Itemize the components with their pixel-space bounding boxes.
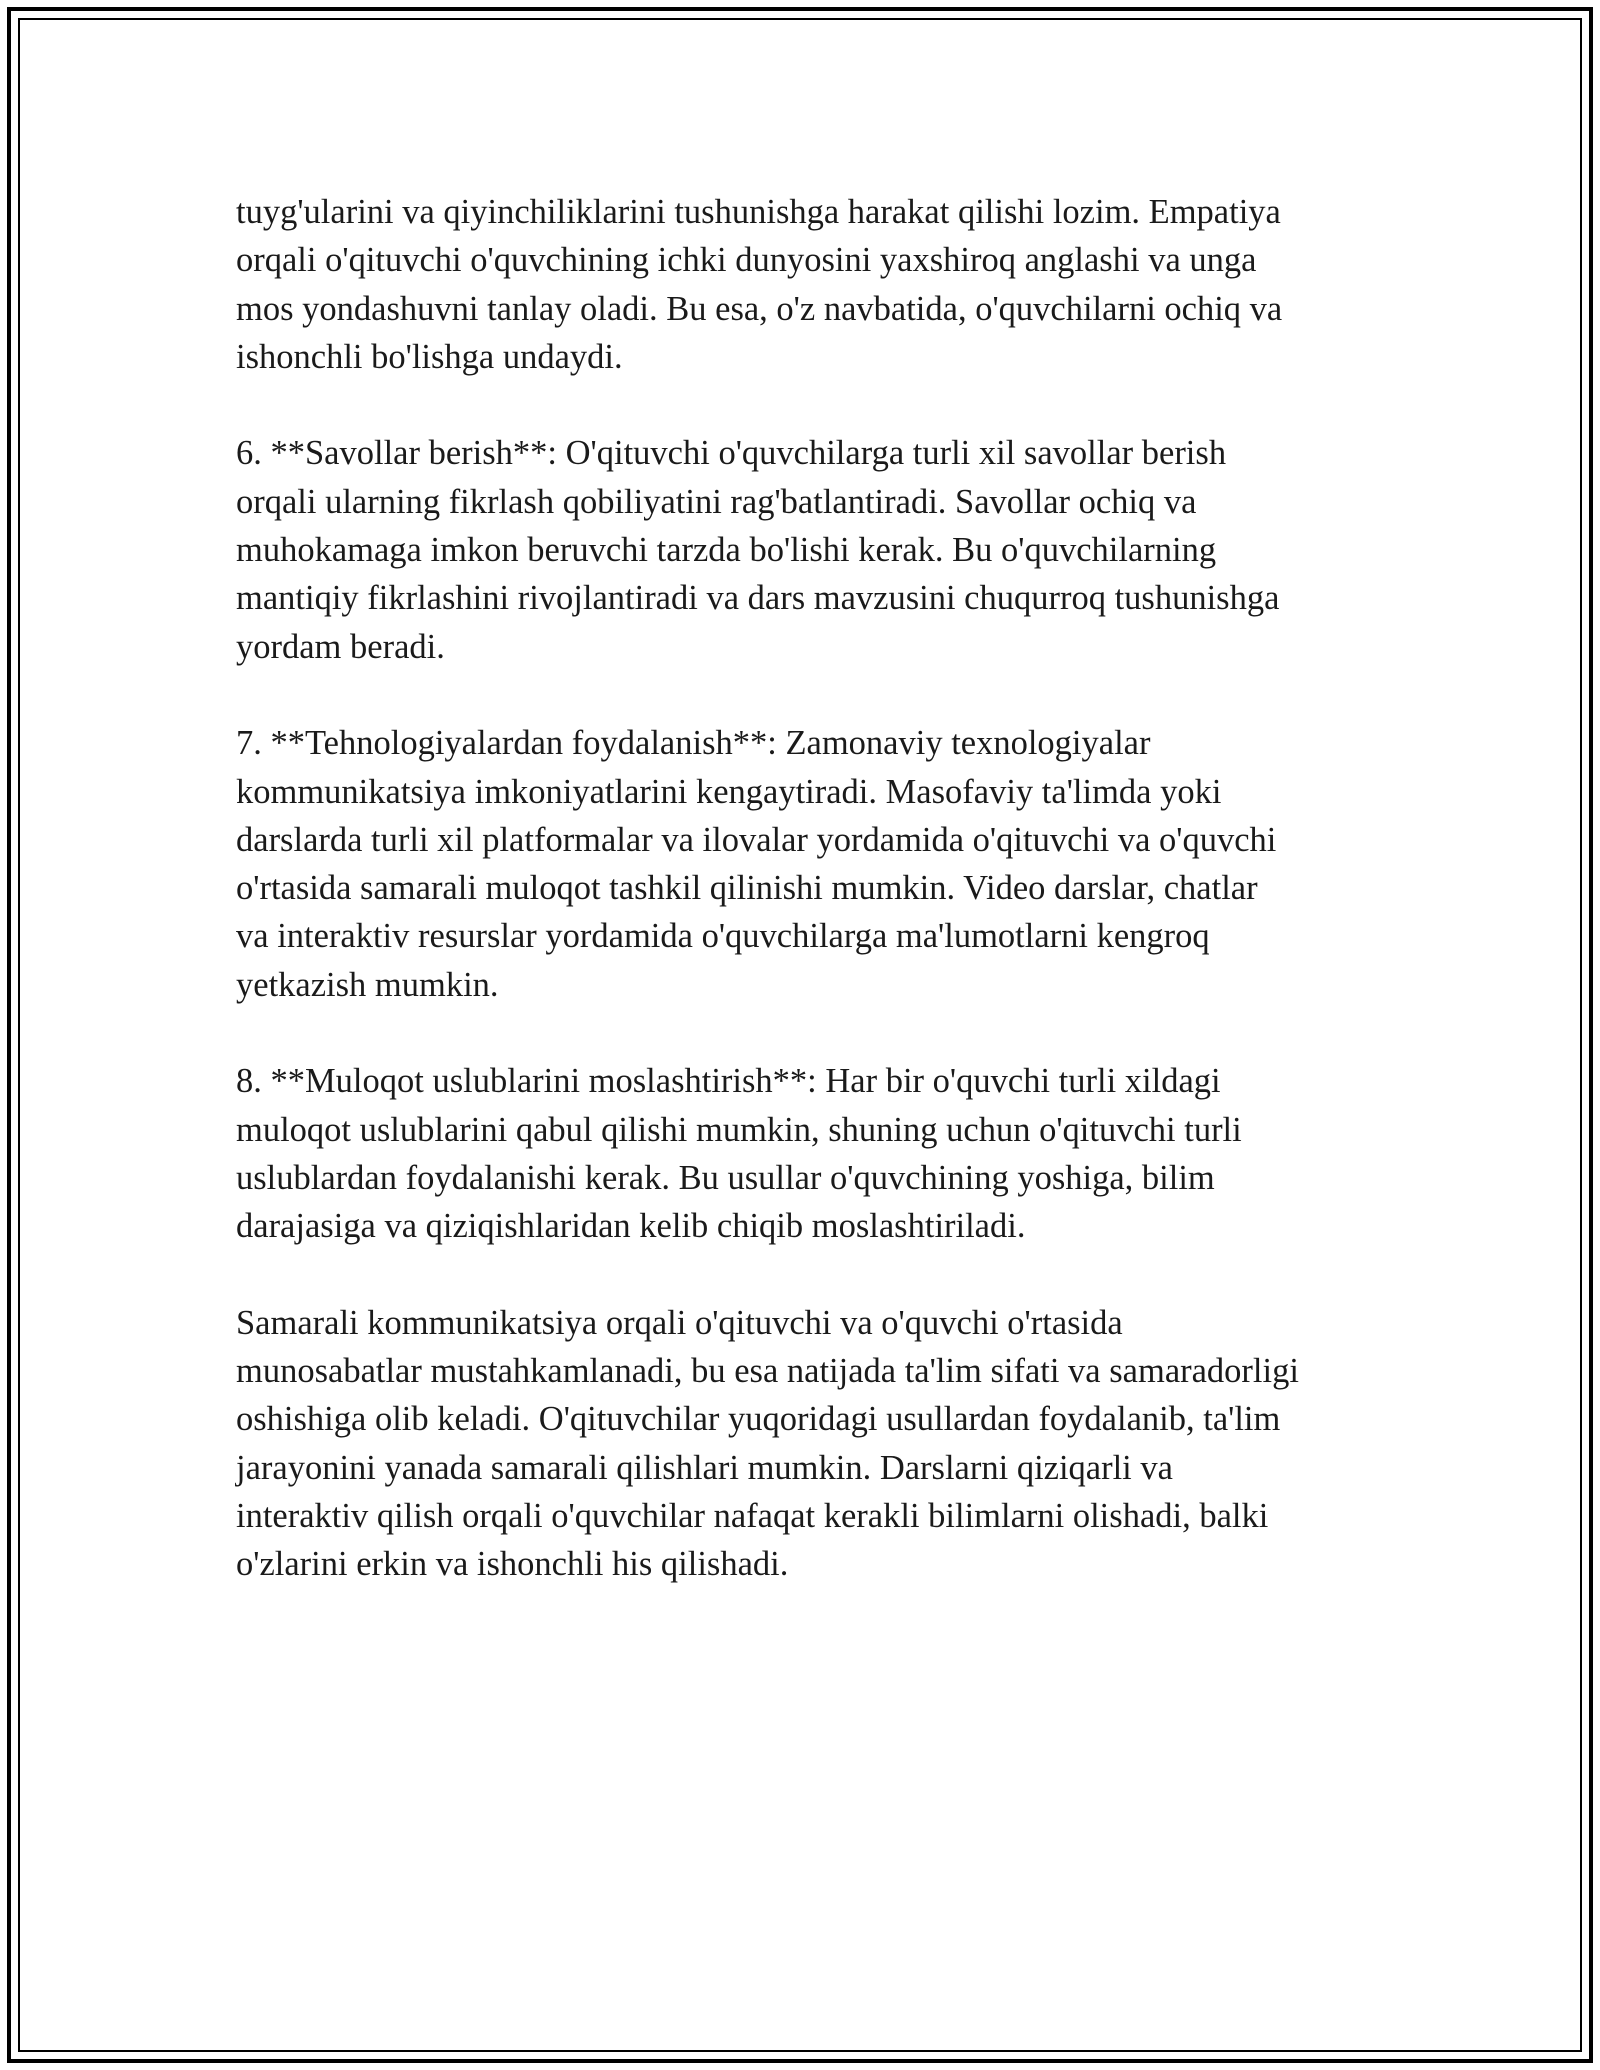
text-line: orqali ularning fikrlash qobiliyatini rag'batlantiradi. Savollar ochiq va [236, 482, 1197, 521]
text-line: orqali o'qituvchi o'quvchining ichki dunyosini yaxshiroq anglashi va unga [236, 241, 1257, 280]
text-line: muloqot uslublarini qabul qilishi mumkin, shuning uchun o'qituvchi turli [236, 1110, 1242, 1149]
text-line: mos yondashuvni tanlay oladi. Bu esa, o'z navbatida, o'quvchilarni ochiq va [236, 289, 1283, 328]
text-line: tuyg'ularini va qiyinchiliklarini tushunishga harakat qilishi lozim. Empatiya [236, 193, 1281, 231]
text-line: 6. **Savollar berish**: O'qituvchi o'quvchilarga turli xil savollar berish [236, 434, 1227, 473]
text-line: oshishiga olib keladi. O'qituvchilar yuqoridagi usullardan foydalanib, ta'lim [236, 1400, 1281, 1439]
text-line: Samarali kommunikatsiya orqali o'qituvchi va o'quvchi o'rtasida [236, 1303, 1123, 1342]
text-line: 8. **Muloqot uslublarini moslashtirish**: Har bir o'quvchi turli xildagi [236, 1062, 1221, 1101]
text-line: muhokamaga imkon beruvchi tarzda bo'lishi kerak. Bu o'quvchilarning [236, 531, 1217, 570]
text-line: uslublardan foydalanishi kerak. Bu usullar o'quvchining yoshiga, bilim [236, 1158, 1215, 1197]
paragraph-item-8-styles [236, 1057, 1376, 1250]
text-line: darajasiga va qiziqishlaridan kelib chiqib moslashtiriladi. [236, 1207, 1026, 1246]
paragraph-conclusion [236, 1299, 1376, 1589]
text-line: o'rtasida samarali muloqot tashkil qilinishi mumkin. Video darslar, chatlar [236, 869, 1258, 908]
text-line: yordam beradi. [236, 627, 445, 666]
text-line: 7. **Tehnologiyalardan foydalanish**: Zamonaviy texnologiyalar [236, 724, 1151, 763]
text-line: mantiqiy fikrlashini rivojlantiradi va dars mavzusini chuqurroq tushunishga [236, 579, 1280, 618]
text-line: darslarda turli xil platformalar va ilovalar yordamida o'qituvchi va o'quvchi [236, 820, 1277, 859]
document-body [236, 188, 1376, 1589]
text-line: interaktiv qilish orqali o'quvchilar nafaqat kerakli bilimlarni olishadi, balki [236, 1497, 1269, 1536]
text-line: o'zlarini erkin va ishonchli his qilishadi. [236, 1545, 789, 1584]
paragraph-empathy [236, 188, 1376, 381]
text-line: va interaktiv resurslar yordamida o'quvchilarga ma'lumotlarni kengroq [236, 917, 1210, 956]
text-line: kommunikatsiya imkoniyatlarini kengaytiradi. Masofaviy ta'limda yoki [236, 772, 1222, 811]
paragraph-item-6-questions [236, 429, 1376, 670]
text-line: jarayonini yanada samarali qilishlari mumkin. Darslarni qiziqarli va [236, 1448, 1173, 1487]
paragraph-item-7-technology [236, 719, 1376, 1009]
text-line: ishonchli bo'lishga undaydi. [236, 337, 623, 376]
text-line: yetkazish mumkin. [236, 965, 499, 1004]
text-line: munosabatlar mustahkamlanadi, bu esa natijada ta'lim sifati va samaradorligi [236, 1352, 1299, 1391]
